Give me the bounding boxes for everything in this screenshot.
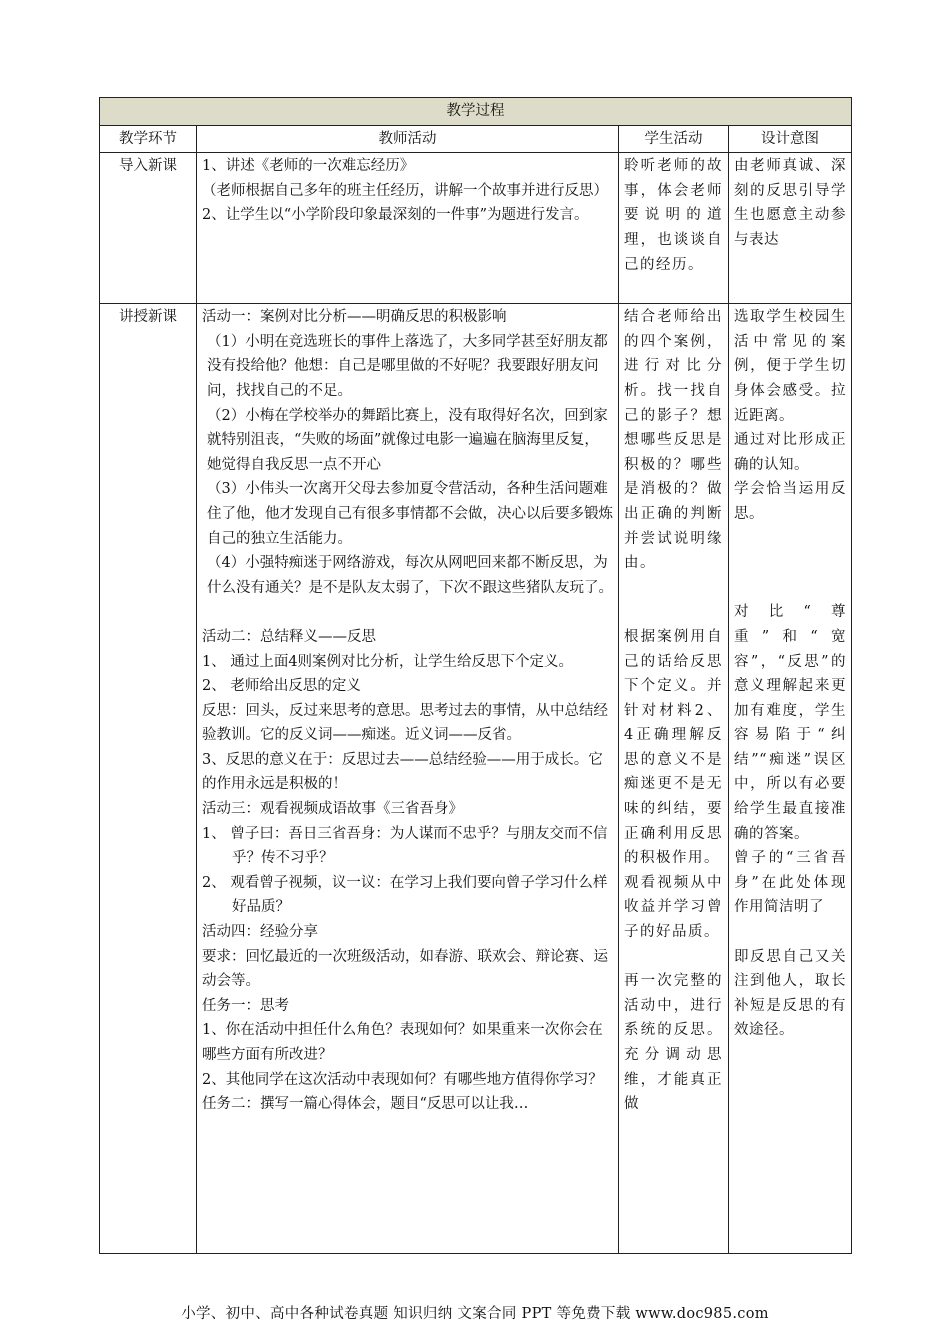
row1-design: 由老师真诚、深刻的反思引导学生也愿意主动参与表达 [729,153,852,304]
row1-teacher [197,153,619,304]
row2-student [619,304,729,1254]
activity3-title: 活动三：观看视频成语故事《三省吾身》 [202,801,463,818]
table-row [100,153,852,304]
page-footer: 小学、初中、高中各种试卷真题 知识归纳 文案合同 PPT 等免费下载 www.doc985.com [181,1306,769,1322]
case-text: （1）小明在竞选班长的事件上落选了，大多同学甚至好朋友都没有投给他？他想：自己是哪里做的不好呢？我要跟好朋友问问，找找自己的不足。 [207,333,608,399]
table-title: 教学过程 [100,98,852,126]
design-text: 通过对比形成正确的认知。 [734,432,846,473]
student-text: 结合老师给出的四个案例，进行对比分析。找一找自己的影子？想想哪些反思是积极的？哪些是消极的？做出正确的判断并尝试说明缘由。 [624,309,723,572]
row1-section: 导入新课 [100,153,197,304]
header-teacher: 教师活动 [197,125,619,153]
design-text: 选取学生校园生活中常见的案例，便于学生切身体会感受。拉近距离。 [734,309,846,424]
activity2-item: 2、 老师给出反思的定义 [202,678,361,695]
student-text: 观看视频从中收益并学习曾子的好品质。 [624,874,723,941]
task1-title: 任务一：思考 [202,997,289,1014]
design-text: 对比“尊重”和“宽容”，“反思”的意义理解起来更加有难度，学生容易陷于“纠结”“痴迷”误区中，所以有必要给学生最直接准确的答案。 [734,604,846,842]
header-design: 设计意图 [729,125,852,153]
activity3-item: 1、 曾子曰：吾日三省吾身：为人谋而不忠乎？与朋友交而不信乎？传不习乎？ [202,825,608,867]
task2-text: 任务二：撰写一篇心得体会，题目“反思可以让我… [202,1096,529,1113]
case-text: （3）小伟头一次离开父母去参加夏令营活动，各种生活问题难住了他，他才发现自己有很多事情都不会做，决心以后要多锻炼自己的独立生活能力。 [207,481,613,547]
teaching-process-table [99,97,852,1254]
row1-teacher-line: 1、讲述《老师的一次难忘经历》 [202,158,415,175]
activity4-title: 活动四：经验分享 [202,924,318,941]
table-row [100,304,852,1254]
design-text: 学会恰当运用反思。 [734,481,846,522]
case-text: （2）小梅在学校举办的舞蹈比赛上，没有取得好名次，回到家就特别沮丧，“失败的场面”就像过电影一遍遍在脑海里反复，她觉得自我反思一点不开心 [207,407,608,473]
activity3-item: 2、 观看曾子视频，议一议：在学习上我们要向曾子学习什么样好品质？ [202,874,608,916]
design-text: 曾子的“三省吾身”在此处体现作用简洁明了 [734,850,846,916]
header-student: 学生活动 [619,125,729,153]
activity2-title: 活动二：总结释义——反思 [202,628,376,645]
task1-item: 2、其他同学在这次活动中表现如何？有哪些地方值得你学习？ [202,1071,603,1088]
meaning-text: 3、反思的意义在于：反思过去——总结经验——用于成长。它的作用永远是积极的！ [202,751,603,793]
design-text: 即反思自己又关注到他人，取长补短是反思的有效途径。 [734,948,846,1039]
header-section: 教学环节 [100,125,197,153]
row1-teacher-line: （老师根据自己多年的班主任经历，讲解一个故事并进行反思） [202,182,608,199]
row2-section: 讲授新课 [100,304,197,1254]
row1-teacher-line: 2、让学生以“小学阶段印象最深刻的一件事”为题进行发言。 [202,207,589,224]
task1-item: 1、你在活动中担任什么角色？表现如何？如果重来一次你会在哪些方面有所改进？ [202,1022,603,1063]
requirement-text: 要求：回忆最近的一次班级活动，如春游、联欢会、辩论赛、运动会等。 [202,948,608,990]
activity2-item: 1、 通过上面4则案例对比分析，让学生给反思下个定义。 [202,653,574,670]
case-text: （4）小强特痴迷于网络游戏，每次从网吧回来都不断反思，为什么没有通关？是不是队友太弱了，下次不跟这些猪队友玩了。 [207,555,613,596]
row1-student: 聆听老师的故事，体会老师要说明的道理，也谈谈自己的经历。 [619,153,729,304]
row2-teacher [197,304,619,1254]
row2-design [729,304,852,1254]
activity1-title: 活动一：案例对比分析——明确反思的积极影响 [202,309,507,326]
student-text: 根据案例用自己的话给反思下个定义。并针对材料2、4正确理解反思的意义不是痴迷更不是无味的纠结，要正确利用反思的积极作用。 [624,628,723,867]
student-text: 再一次完整的活动中，进行系统的反思。充分调动思维，才能真正做 [624,973,723,1113]
definition-text: 反思：回头，反过来思考的意思。思考过去的事情，从中总结经验教训。它的反义词——痴迷。近义词——反省。 [202,702,608,744]
